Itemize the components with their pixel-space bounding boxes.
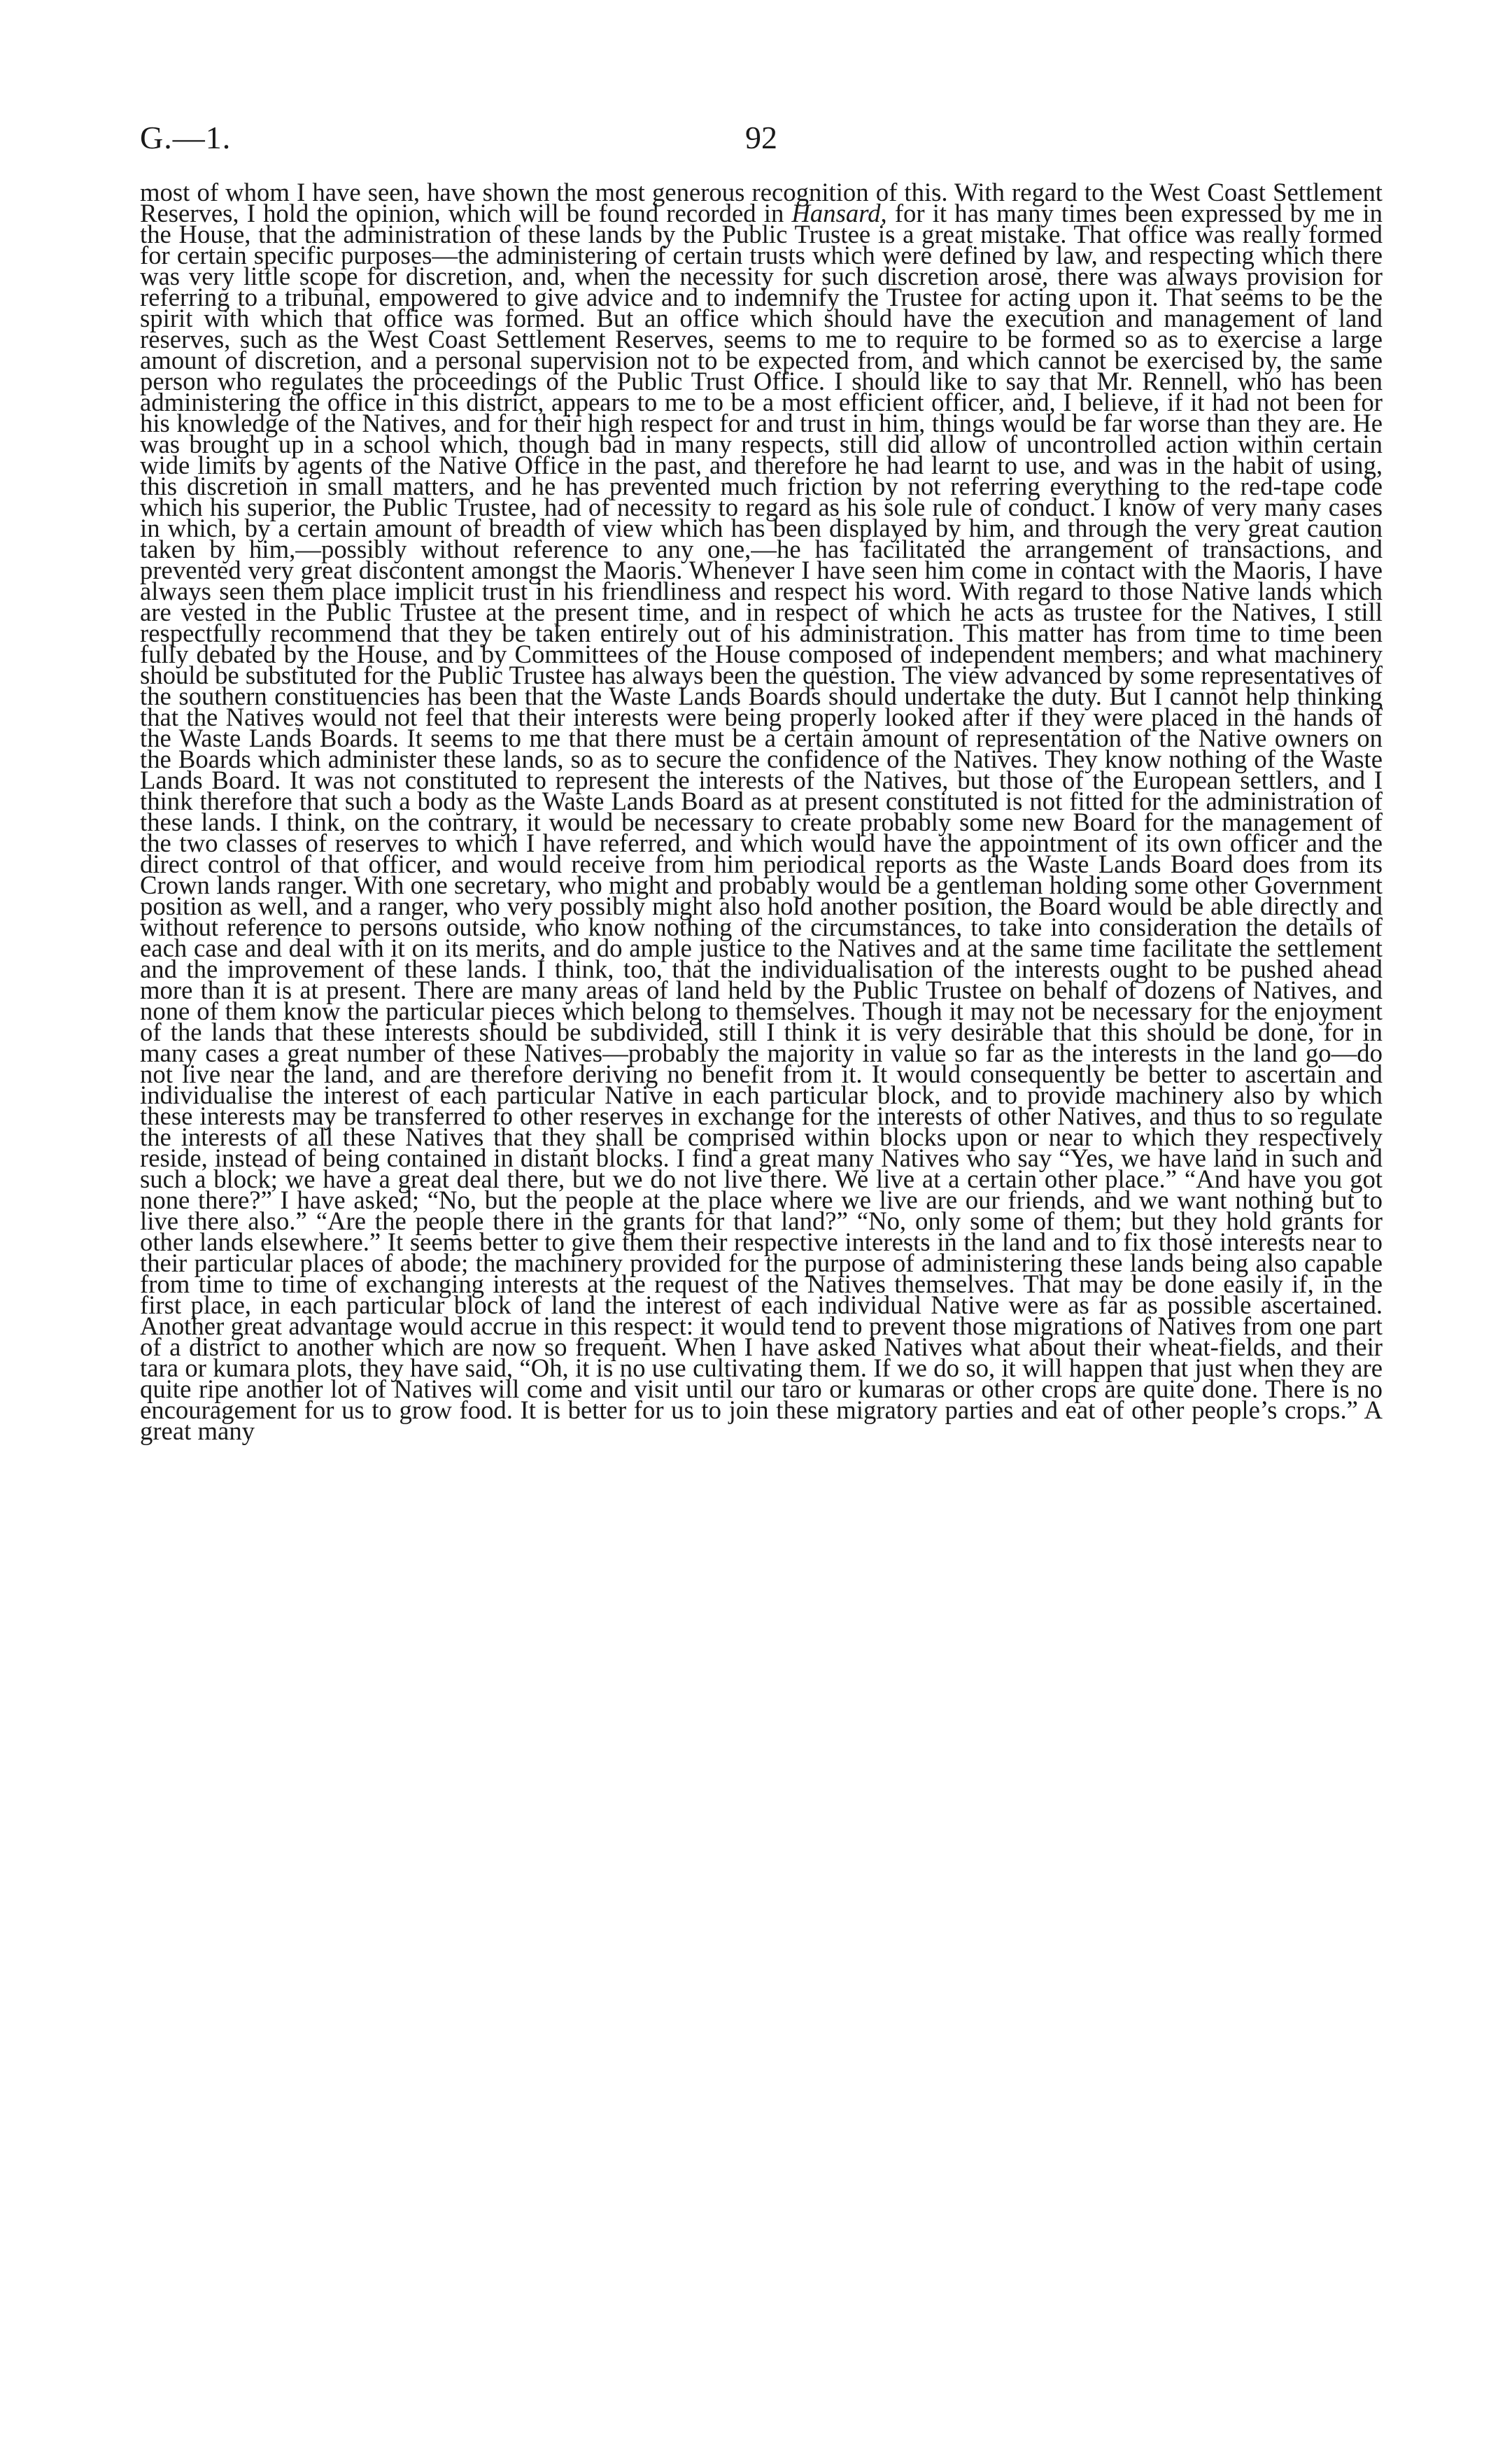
body-text: [140, 178, 1383, 1445]
page-header: [140, 119, 1383, 161]
paragraph: [140, 178, 1383, 1445]
italic-reference: Hansard: [791, 199, 881, 227]
paragraph-text-start: most of whom I have seen, have shown the most generous recognition of this. With regard to the West Coast Settlement Reserves, I hold the opinion, which will be found recorded in: [140, 178, 1383, 227]
page-number: 92: [745, 120, 777, 155]
paragraph-text-rest: , for it has many times been expressed by me in the House, that the administration of these lands by the Public Trustee is a great mistake. That office was really formed for certain specific purposes—the administering of certain trusts which were defined by law, and respecting which there was very little scope for discretion, and, when the necessity for such discretion arose, there was always provision for referring to a tribunal, empowered to give advice and to indemnify the Trustee for acting upon it. That seems to be the spirit with which that office was formed. But an office which should have the execution and management of land reserves, such as the West Coast Settlement Reserves, seems to me to require to be formed so as to exercise a large amount of discretion, and a personal supervision not to be expected from, and which cannot be exercised by, the same person who regulates the proceedings of the Public Trust Office. I should like to say that Mr. Rennell, who has been administering the office in this district, appears to me to be a most efficient officer, and, I believe, if it had not been for his knowledge of the Natives, and for their high respect for and trust in him, things would be far worse than they are. He was brought up in a school which, though bad in many respects, still did allow of uncontrolled action within certain wide limits by agents of the Native Office in the past, and therefore he had learnt to use, and was in the habit of using, this discretion in small matters, and he has prevented much friction by not referring everything to the red-tape code which his superior, the Public Trustee, had of necessity to regard as his sole rule of conduct. I know of very many cases in which, by a certain amount of breadth of view which has been displayed by him, and through the very great caution taken by him,—possibly without reference to any one,—he has facilitated the arrangement of transactions, and prevented very great discontent amongst the Maoris. Whenever I have seen him come in contact with the Maoris, I have always seen them place implicit trust in his friendliness and respect his word. With regard to those Native lands which are vested in the Public Trustee at the present time, and in respect of which he acts as trustee for the Natives, I still respectfully recommend that they be taken entirely out of his administration. This matter has from time to time been fully debated by the House, and by Committees of the House composed of independent members; and what machinery should be substituted for the Public Trustee has always been the question. The view advanced by some representatives of the southern constituencies has been that the Waste Lands Boards should undertake the duty. But I cannot help thinking that the Natives would not feel that their interests were being properly looked after if they were placed in the hands of the Waste Lands Boards. It seems to me that there must be a certain amount of representation of the Native owners on the Boards which administer these lands, so as to secure the confidence of the Natives. They know nothing of the Waste Lands Board. It was not constituted to represent the interests of the Natives, but those of the European settlers, and I think therefore that such a body as the Waste Lands Board as at present constituted is not fitted for the administration of these lands. I think, on the contrary, it would be necessary to create probably some new Board for the management of the two classes of reserves to which I have referred, and which would have the appointment of its own officer and the direct control of that officer, and would receive from him periodical reports as the Waste Lands Board does from its Crown lands ranger. With one secretary, who might and probably would be a gentleman holding some other Government position as well, and a ranger, who very possibly might also hold another position, the Board would be able directly and without reference to persons outside, who know nothing of the circumstances, to take into consideration the details of each case and deal with it on its merits, and do ample justice to the Natives and at the same time facilitate the settlement and the improvement of these lands. I think, too, that the individualisation of the interests ought to be pushed ahead more than it is at present. There are many areas of land held by the Public Trustee on behalf of dozens of Natives, and none of them know the particular pieces which belong to themselves. Though it may not be necessary for the enjoyment of the lands that these interests should be subdivided, still I think it is very desirable that this should be done, for in many cases a great number of these Natives—probably the majority in value so far as the interests in the land go—do not live near the land, and are therefore deriving no benefit from it. It would consequently be better to ascertain and individualise the interest of each particular Native in each particular block, and to provide machinery also by which these interests may be transferred to other reserves in exchange for the interests of other Natives, and thus to so regulate the interests of all these Natives that they shall be comprised within blocks upon or near to which they respectively reside, instead of being contained in distant blocks. I find a great many Natives who say “Yes, we have land in such and such a block; we have a great deal there, but we do not live there. We live at a certain other place.” “And have you got none there?” I have asked; “No, but the people at the place where we live are our friends, and we want nothing but to live there also.” “Are the people there in the grants for that land?” “No, only some of them; but they hold grants for other lands elsewhere.” It seems better to give them their respective interests in the land and to fix those interests near to their particular places of abode; the machinery provided for the purpose of administering these lands being also capable from time to time of exchanging interests at the request of the Natives themselves. That may be done easily if, in the first place, in each particular block of land the interest of each individual Native were as far as possible ascertained. Another great advantage would accrue in this respect: it would tend to prevent those migrations of Natives from one part of a district to another which are now so frequent. When I have asked Natives what about their wheat-fields, and their tara or kumara plots, they have said, “Oh, it is no use cultivating them. If we do so, it will happen that just when they are quite ripe another lot of Natives will come and visit until our taro or kumaras or other crops are quite done. There is no encouragement for us to grow food. It is better for us to join these migratory parties and eat of other people’s crops.” A great many: [140, 199, 1383, 1445]
document-reference: G.—1.: [140, 120, 232, 155]
